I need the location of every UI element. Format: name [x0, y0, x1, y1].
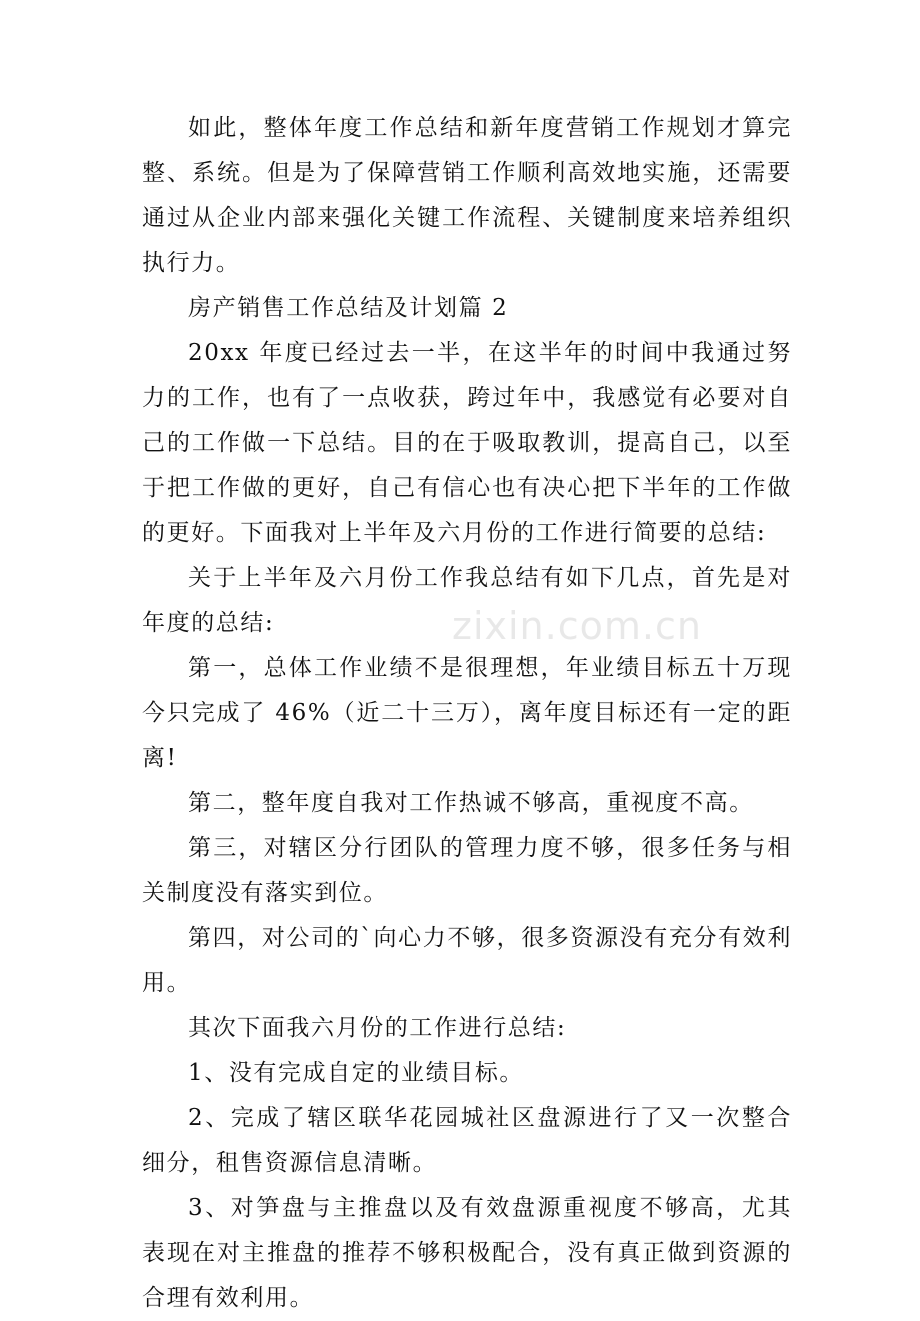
section-heading: 房产销售工作总结及计划篇 2 — [188, 295, 509, 321]
document-body — [142, 106, 792, 1321]
paragraph-point-3: 第三，对辖区分行团队的管理力度不够，很多任务与相关制度没有落实到位。 — [142, 835, 792, 906]
watermark: zixin.com.cn — [452, 604, 702, 648]
list-item-3: 3、对笋盘与主推盘以及有效盘源重视度不够高，尤其表现在对主推盘的推荐不够积极配合，没有真正做到资源的合理有效利用。 — [142, 1195, 792, 1311]
list-item-1: 1、没有完成自定的业绩目标。 — [188, 1060, 525, 1086]
paragraph-intro: 20xx 年度已经过去一半，在这半年的时间中我通过努力的工作，也有了一点收获，跨过年中，我感觉有必要对自己的工作做一下总结。目的在于吸取教训，提高自己，以至于把工作做的更好，自己有信心也有决心把下半年的工作做的更好。下面我对上半年及六月份的工作进行简要的总结: — [142, 340, 792, 546]
paragraph-summary-points: 关于上半年及六月份工作我总结有如下几点，首先是对年度的总结: — [142, 565, 792, 636]
list-item-2: 2、完成了辖区联华花园城社区盘源进行了又一次整合细分，租售资源信息清晰。 — [142, 1105, 792, 1176]
paragraph-point-4: 第四，对公司的`向心力不够，很多资源没有充分有效利用。 — [142, 925, 792, 996]
paragraph-point-1: 第一，总体工作业绩不是很理想，年业绩目标五十万现今只完成了 46%（近二十三万），离年度目标还有一定的距离! — [142, 655, 792, 771]
paragraph-point-2: 第二，整年度自我对工作热诚不够高，重视度不高。 — [188, 790, 754, 816]
paragraph-1: 如此，整体年度工作总结和新年度营销工作规划才算完整、系统。但是为了保障营销工作顺利高效地实施，还需要通过从企业内部来强化关键工作流程、关键制度来培养组织执行力。 — [142, 115, 792, 276]
paragraph-june-intro: 其次下面我六月份的工作进行总结: — [188, 1015, 567, 1041]
